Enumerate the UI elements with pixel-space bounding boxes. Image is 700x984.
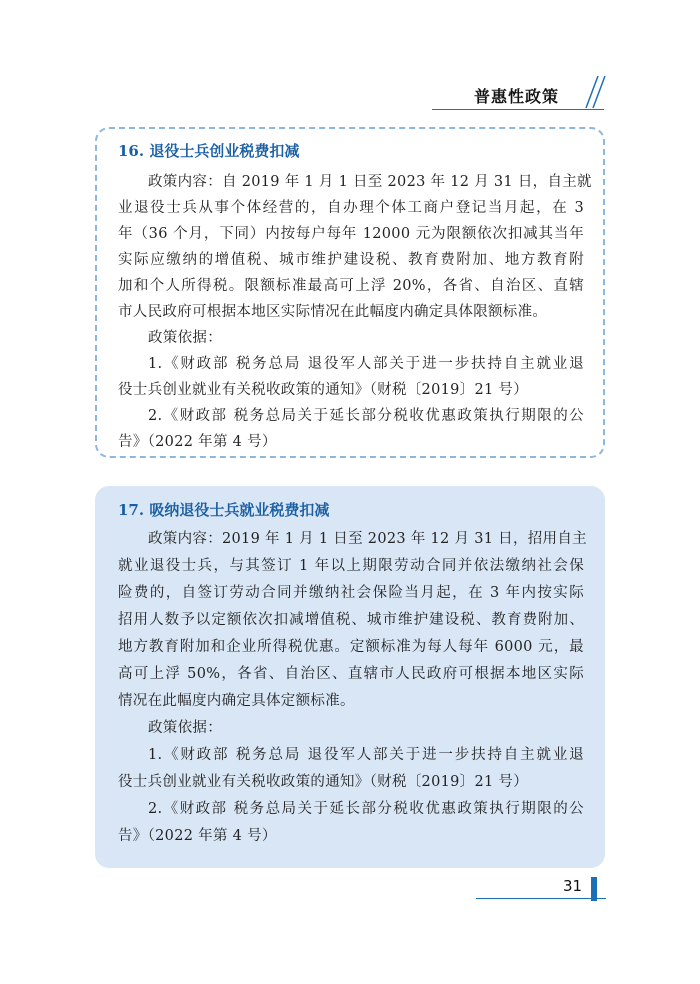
section-17-basis-label: 政策依据：	[148, 720, 222, 736]
section-16-line: 政策内容：自 2019 年 1 月 1 日至 2023 年 12 月 31 日，自主就	[148, 174, 592, 190]
section-16-line: 年（36 个月，下同）内按每户每年 12000 元为限额依次扣减其当年	[118, 226, 584, 242]
section-16-line: 市人民政府可根据本地区实际情况在此幅度内确定具体限额标准。	[118, 304, 548, 320]
section-16-line: 业退役士兵从事个体经营的，自办理个体工商户登记当月起，在 3	[118, 200, 584, 216]
section-17-line: 2.《财政部 税务总局关于延长部分税收优惠政策执行期限的公	[148, 801, 584, 817]
section-17-line: 就业退役士兵，与其签订 1 年以上期限劳动合同并依法缴纳社会保	[118, 558, 584, 574]
header-rule	[432, 109, 604, 110]
section-16-line: 告》（2022 年第 4 号）	[118, 434, 277, 450]
section-17-line: 情况在此幅度内确定具体定额标准。	[118, 693, 355, 709]
section-16-line: 役士兵创业就业有关税收政策的通知》（财税〔2019〕21 号）	[118, 382, 529, 398]
footer-rule	[476, 898, 606, 899]
section-17-line: 险费的，自签订劳动合同并缴纳社会保险当月起，在 3 年内按实际	[118, 585, 584, 601]
section-17-title: 17. 吸纳退役士兵就业税费扣减	[118, 501, 330, 519]
section-16-line: 加和个人所得税。限额标准最高可上浮 20%，各省、自治区、直辖	[118, 278, 584, 294]
section-17-line: 1.《财政部 税务总局 退役军人部关于进一步扶持自主就业退	[148, 747, 584, 763]
section-17-line: 政策内容：2019 年 1 月 1 日至 2023 年 12 月 31 日，招用自主	[148, 531, 587, 547]
section-17-line: 告》（2022 年第 4 号）	[118, 828, 277, 844]
section-16-line: 2.《财政部 税务总局关于延长部分税收优惠政策执行期限的公	[148, 408, 584, 424]
section-17-line: 地方教育附加和企业所得税优惠。定额标准为每人每年 6000 元，最	[118, 639, 584, 655]
page-header-title: 普惠性政策	[474, 87, 560, 106]
section-17-line: 招用人数予以定额依次扣减增值税、城市维护建设税、教育费附加、	[118, 612, 584, 628]
header-slash-decoration	[576, 74, 606, 110]
section-16-line: 实际应缴纳的增值税、城市维护建设税、教育费附加、地方教育附	[118, 252, 584, 268]
section-17-line: 高可上浮 50%，各省、自治区、直辖市人民政府可根据本地区实际	[118, 666, 584, 682]
section-16-title: 16. 退役士兵创业税费扣减	[118, 142, 300, 160]
section-17-line: 役士兵创业就业有关税收政策的通知》（财税〔2019〕21 号）	[118, 774, 529, 790]
section-16-line: 1.《财政部 税务总局 退役军人部关于进一步扶持自主就业退	[148, 356, 584, 372]
page-number: 31	[563, 877, 583, 895]
section-16-basis-label: 政策依据：	[148, 330, 222, 346]
